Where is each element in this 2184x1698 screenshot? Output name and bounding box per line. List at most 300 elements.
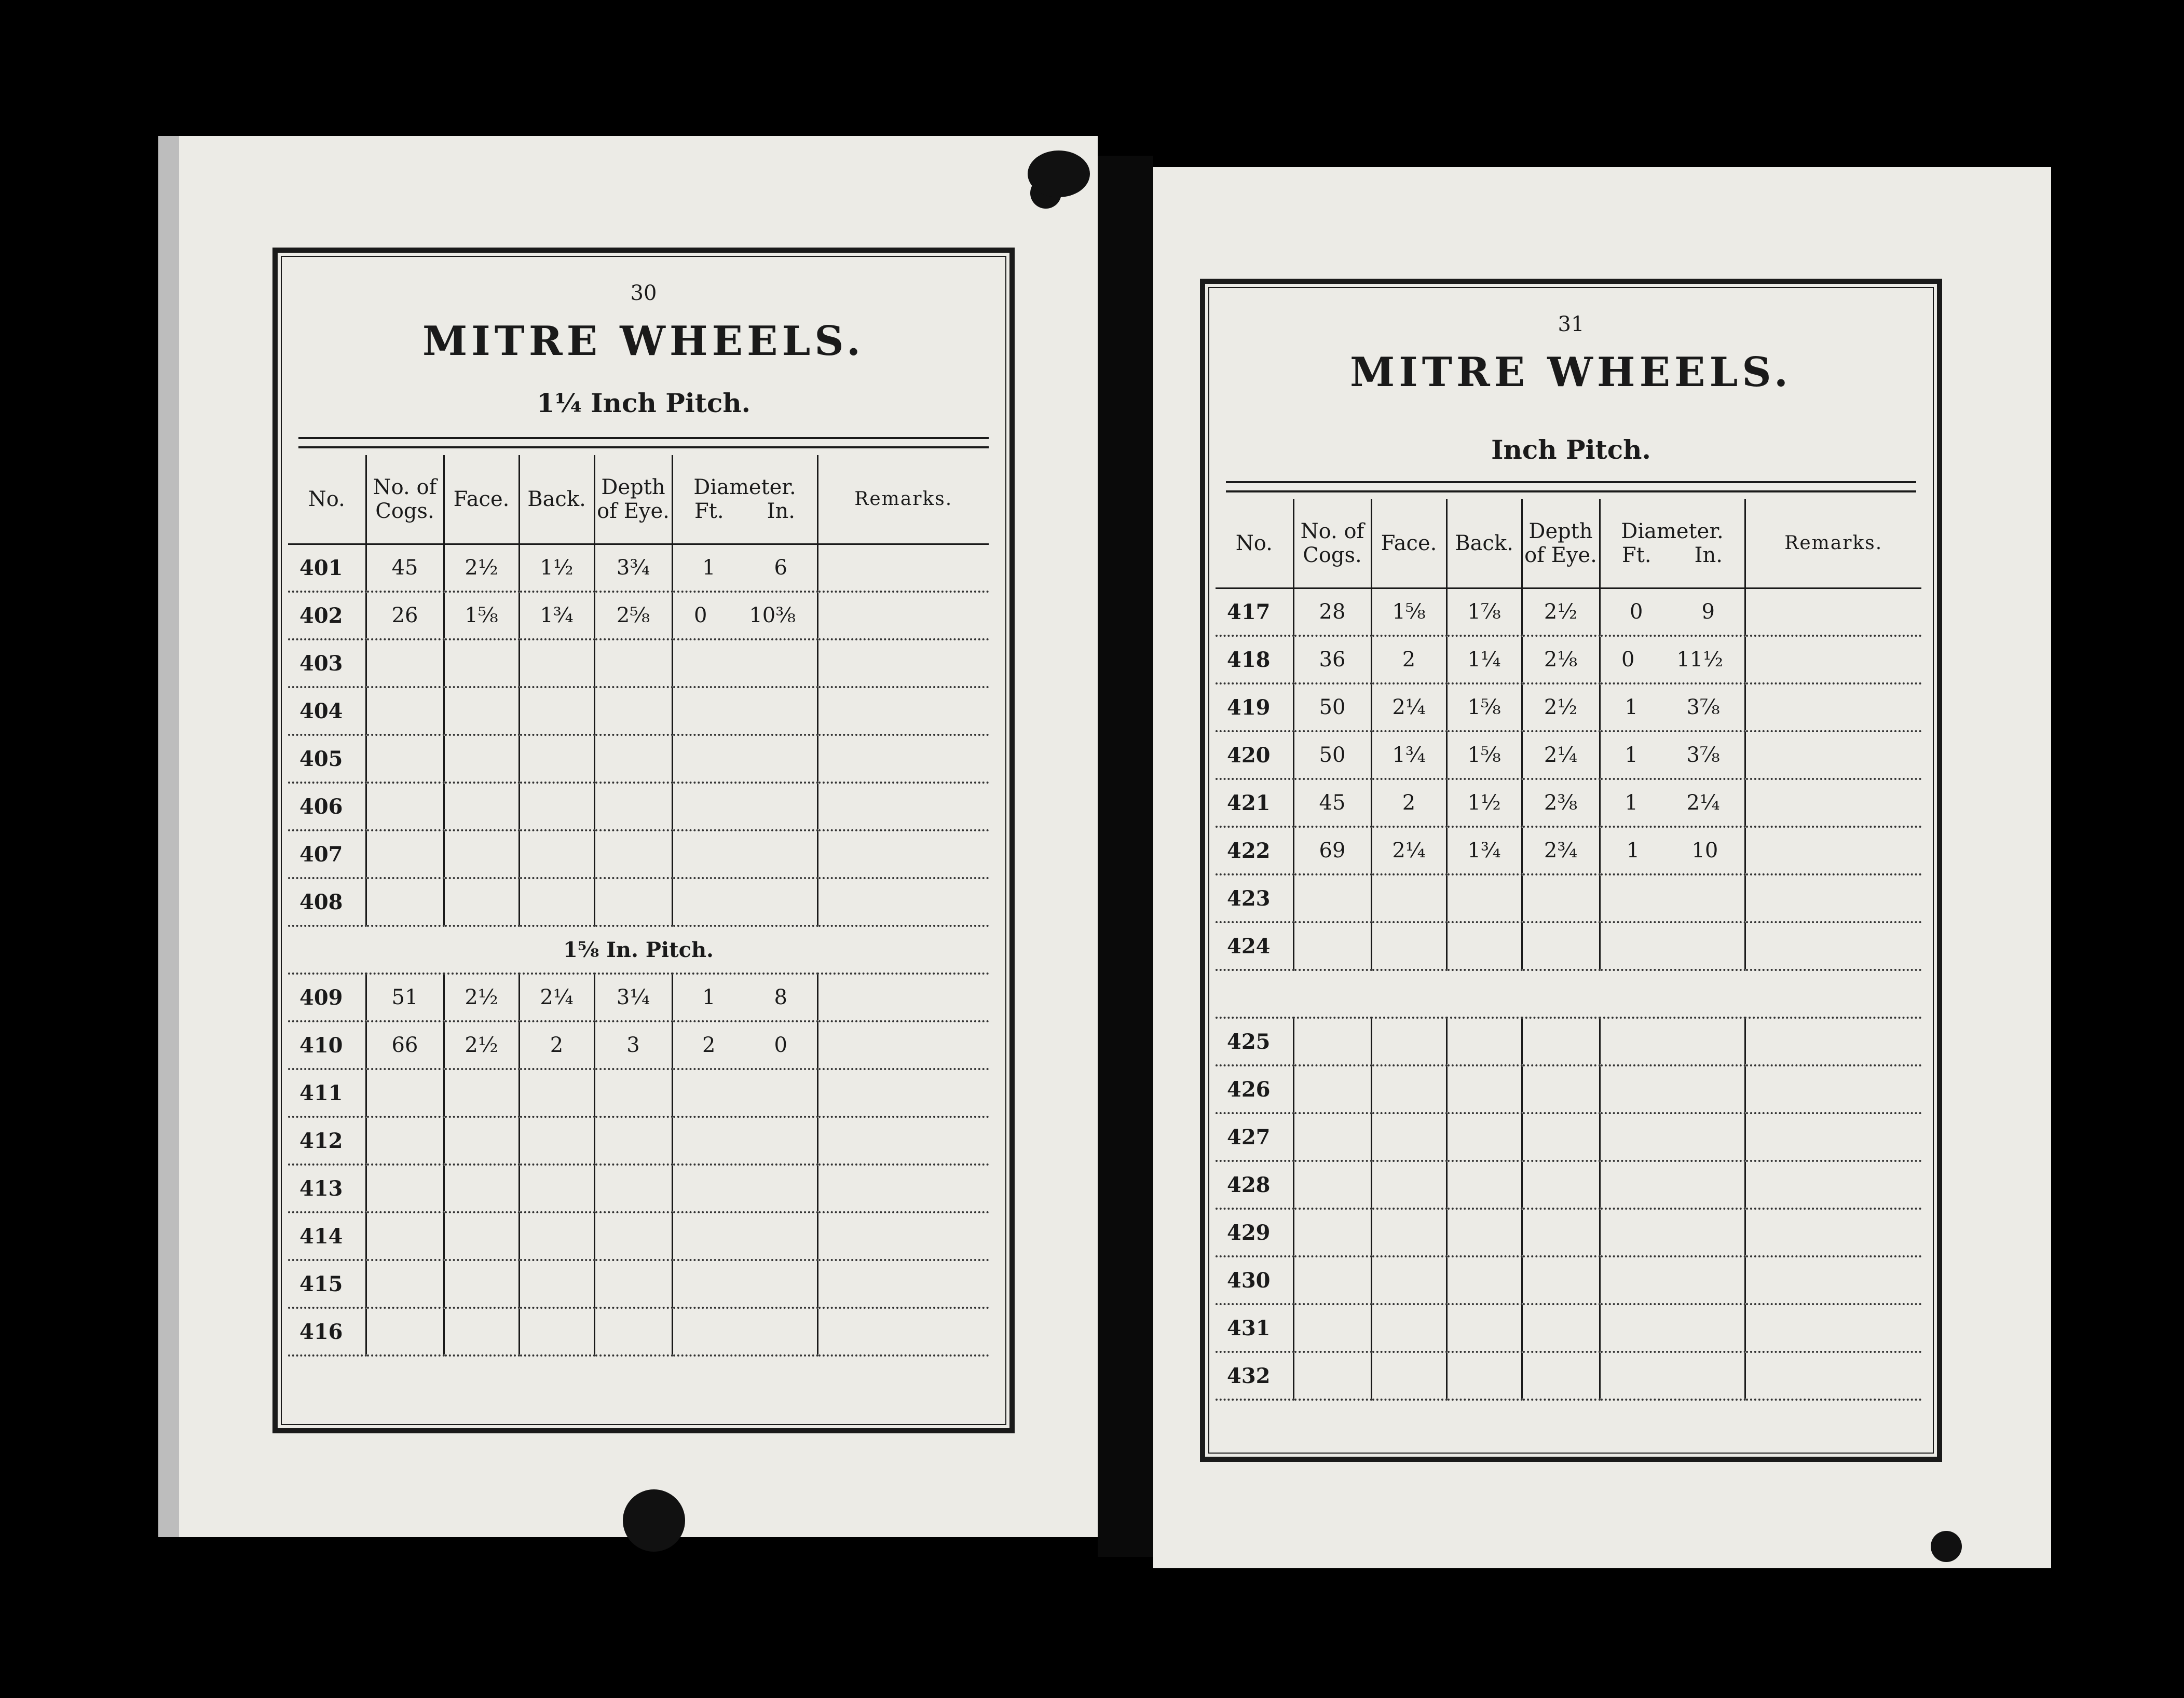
table-row xyxy=(288,1021,989,1069)
cell-diameter xyxy=(672,1021,817,1069)
cell-diameter xyxy=(672,735,817,783)
cell-depth xyxy=(1522,1256,1600,1304)
cell-depth xyxy=(594,1212,672,1260)
cell-no: 421 xyxy=(1216,779,1293,827)
cell-no: 420 xyxy=(1216,731,1293,779)
cell-back: 1⅞ xyxy=(1446,588,1522,636)
cell-remarks xyxy=(1745,588,1921,636)
cell-no: 411 xyxy=(288,1069,366,1117)
right-page-frame xyxy=(1200,279,1942,1462)
cell-remarks xyxy=(817,639,989,687)
table-row xyxy=(1216,1256,1921,1304)
cell-diameter xyxy=(672,592,817,639)
cell-back xyxy=(1446,1113,1522,1161)
cell-depth: 2⅛ xyxy=(1522,636,1600,683)
cell-cogs xyxy=(1293,1065,1371,1113)
cell-no: 413 xyxy=(288,1165,366,1212)
cell-face: 2½ xyxy=(444,544,519,592)
cell-remarks xyxy=(817,783,989,830)
cell-face xyxy=(444,639,519,687)
left-page-frame xyxy=(272,248,1015,1433)
cell-remarks xyxy=(817,544,989,592)
cell-cogs xyxy=(366,1260,444,1308)
cell-remarks xyxy=(1745,636,1921,683)
left-page xyxy=(179,136,1098,1537)
cell-no: 423 xyxy=(1216,874,1293,922)
cell-back xyxy=(1446,1304,1522,1352)
cell-depth xyxy=(594,639,672,687)
cell-face xyxy=(444,1069,519,1117)
cell-diameter xyxy=(1600,1304,1745,1352)
cell-no: 418 xyxy=(1216,636,1293,683)
cell-face xyxy=(1371,1304,1446,1352)
cell-remarks xyxy=(1745,1256,1921,1304)
cell-face xyxy=(444,1308,519,1355)
header-row xyxy=(288,455,989,544)
cell-remarks xyxy=(1745,779,1921,827)
cell-diameter xyxy=(672,1117,817,1165)
cell-depth xyxy=(594,1308,672,1355)
cell-remarks xyxy=(1745,731,1921,779)
table-row xyxy=(288,974,989,1021)
cell-no: 414 xyxy=(288,1212,366,1260)
cell-remarks xyxy=(1745,1304,1921,1352)
header-remarks: Remarks. xyxy=(1745,499,1921,588)
cell-no: 432 xyxy=(1216,1352,1293,1400)
table-row xyxy=(288,687,989,735)
cell-diameter xyxy=(672,639,817,687)
table-row xyxy=(1216,827,1921,874)
cell-diameter xyxy=(672,878,817,926)
cell-cogs xyxy=(1293,1304,1371,1352)
cell-remarks xyxy=(817,830,989,878)
cell-back: 1¾ xyxy=(519,592,594,639)
cell-face xyxy=(444,687,519,735)
table-row xyxy=(288,639,989,687)
cell-remarks xyxy=(817,878,989,926)
header-diameter-label: Diameter. xyxy=(1621,519,1724,543)
cell-diameter xyxy=(1600,874,1745,922)
table-row xyxy=(1216,922,1921,970)
cell-cogs: 50 xyxy=(1293,731,1371,779)
cell-face xyxy=(444,783,519,830)
header-diameter xyxy=(1600,499,1745,588)
cell-cogs xyxy=(1293,1113,1371,1161)
table-row xyxy=(1216,779,1921,827)
cell-no: 406 xyxy=(288,783,366,830)
table-row xyxy=(1216,636,1921,683)
table-row xyxy=(288,1260,989,1308)
cell-back: 1⅝ xyxy=(1446,731,1522,779)
cell-back xyxy=(1446,922,1522,970)
cell-face xyxy=(444,735,519,783)
cell-depth xyxy=(594,878,672,926)
pitch-subtitle: 1¼ Inch Pitch. xyxy=(536,388,751,418)
cell-no: 410 xyxy=(288,1021,366,1069)
cell-depth xyxy=(1522,1113,1600,1161)
cell-no: 407 xyxy=(288,830,366,878)
table-row xyxy=(1216,1018,1921,1065)
cell-remarks xyxy=(817,1308,989,1355)
cell-cogs xyxy=(366,1117,444,1165)
cell-back xyxy=(519,735,594,783)
mitre-wheels-table xyxy=(288,455,989,1357)
cell-face: 2½ xyxy=(444,974,519,1021)
page-number: 30 xyxy=(630,281,657,305)
cell-back xyxy=(1446,874,1522,922)
cell-no: 431 xyxy=(1216,1304,1293,1352)
cell-ft: 0 xyxy=(1621,648,1635,672)
header-diameter-label: Diameter. xyxy=(693,475,796,499)
cell-remarks xyxy=(1745,1352,1921,1400)
cell-in: 11½ xyxy=(1676,648,1724,672)
header-ft: Ft. xyxy=(1622,543,1651,567)
cell-depth xyxy=(594,783,672,830)
cell-back xyxy=(519,1212,594,1260)
cell-ft: 1 xyxy=(1626,839,1640,862)
cell-cogs: 26 xyxy=(366,592,444,639)
cell-back xyxy=(519,878,594,926)
cell-no: 424 xyxy=(1216,922,1293,970)
cell-back: 1¼ xyxy=(1446,636,1522,683)
cell-face xyxy=(444,1165,519,1212)
cell-depth xyxy=(1522,1352,1600,1400)
clip-shadow xyxy=(1931,1531,1962,1562)
cell-remarks xyxy=(1745,683,1921,731)
table-row xyxy=(1216,683,1921,731)
cell-no: 415 xyxy=(288,1260,366,1308)
table-row xyxy=(288,1308,989,1355)
cell-ft: 0 xyxy=(1630,600,1643,624)
header-face: Face. xyxy=(444,455,519,544)
header-depth: Depth of Eye. xyxy=(1522,499,1600,588)
cell-face: 2¼ xyxy=(1371,683,1446,731)
cell-depth xyxy=(594,1069,672,1117)
cell-back: 1½ xyxy=(519,544,594,592)
cell-back xyxy=(519,1308,594,1355)
cell-diameter xyxy=(1600,588,1745,636)
cell-face xyxy=(444,830,519,878)
cell-cogs xyxy=(366,687,444,735)
cell-cogs xyxy=(366,783,444,830)
cell-cogs: 51 xyxy=(366,974,444,1021)
cell-diameter xyxy=(672,544,817,592)
cell-back xyxy=(1446,1209,1522,1256)
cell-depth: 2⅝ xyxy=(594,592,672,639)
cell-face: 2 xyxy=(1371,636,1446,683)
cell-remarks xyxy=(1745,1113,1921,1161)
cell-back xyxy=(519,1260,594,1308)
cell-cogs xyxy=(1293,1256,1371,1304)
cell-depth: 3 xyxy=(594,1021,672,1069)
cell-cogs xyxy=(366,1212,444,1260)
cell-diameter xyxy=(1600,1018,1745,1065)
cell-diameter xyxy=(1600,1256,1745,1304)
header-depth: Depth of Eye. xyxy=(594,455,672,544)
table-row xyxy=(1216,731,1921,779)
cell-cogs: 36 xyxy=(1293,636,1371,683)
cell-back: 1¾ xyxy=(1446,827,1522,874)
table-row xyxy=(288,1117,989,1165)
cell-back xyxy=(519,1165,594,1212)
cell-diameter xyxy=(672,687,817,735)
cell-depth: 2½ xyxy=(1522,683,1600,731)
cell-in: 0 xyxy=(774,1033,787,1057)
cell-depth xyxy=(594,687,672,735)
cell-diameter xyxy=(672,830,817,878)
cell-depth: 3¾ xyxy=(594,544,672,592)
cell-ft: 1 xyxy=(1625,695,1638,719)
right-page xyxy=(1153,167,2051,1568)
cell-back: 1⅝ xyxy=(1446,683,1522,731)
cell-cogs xyxy=(1293,1352,1371,1400)
page-title: MITRE WHEELS. xyxy=(1349,349,1793,396)
cell-in: 10 xyxy=(1691,839,1718,862)
cell-no: 405 xyxy=(288,735,366,783)
mid-pitch-subtitle: 1⅝ In. Pitch. xyxy=(288,926,989,974)
cell-depth: 2½ xyxy=(1522,588,1600,636)
cell-remarks xyxy=(1745,874,1921,922)
cell-no: 416 xyxy=(288,1308,366,1355)
table-row xyxy=(1216,1304,1921,1352)
cell-ft: 2 xyxy=(702,1033,716,1057)
cell-remarks xyxy=(817,1069,989,1117)
header-back: Back. xyxy=(519,455,594,544)
table-row xyxy=(1216,1352,1921,1400)
header-remarks: Remarks. xyxy=(817,455,989,544)
cell-face: 1¾ xyxy=(1371,731,1446,779)
table-row xyxy=(1216,1113,1921,1161)
cell-depth xyxy=(1522,1018,1600,1065)
cell-ft: 1 xyxy=(1625,743,1638,767)
cell-ft: 1 xyxy=(702,985,716,1009)
cell-remarks xyxy=(817,1212,989,1260)
cell-in: 3⅞ xyxy=(1686,695,1720,719)
cell-no: 403 xyxy=(288,639,366,687)
cell-remarks xyxy=(817,1117,989,1165)
header-back: Back. xyxy=(1446,499,1522,588)
table-row xyxy=(1216,588,1921,636)
cell-diameter xyxy=(1600,636,1745,683)
cell-face: 2¼ xyxy=(1371,827,1446,874)
cell-in: 9 xyxy=(1701,600,1715,624)
cell-depth xyxy=(594,1165,672,1212)
header-ft: Ft. xyxy=(694,499,724,523)
cell-in: 10⅜ xyxy=(749,604,796,627)
cell-remarks xyxy=(1745,1161,1921,1209)
cell-in: 3⅞ xyxy=(1686,743,1720,767)
cell-depth xyxy=(1522,922,1600,970)
double-rule xyxy=(298,437,989,448)
cell-no: 428 xyxy=(1216,1161,1293,1209)
cell-face: 1⅝ xyxy=(1371,588,1446,636)
table-row xyxy=(1216,1065,1921,1113)
cell-face: 1⅝ xyxy=(444,592,519,639)
cell-back xyxy=(519,1117,594,1165)
cell-back xyxy=(1446,1256,1522,1304)
cell-face xyxy=(1371,1352,1446,1400)
header-in: In. xyxy=(1694,543,1723,567)
cell-depth xyxy=(594,830,672,878)
cell-in: 8 xyxy=(774,985,787,1009)
double-rule xyxy=(1226,481,1916,492)
table-row xyxy=(288,735,989,783)
cell-diameter xyxy=(672,1260,817,1308)
cell-cogs xyxy=(366,639,444,687)
cell-remarks xyxy=(817,1021,989,1069)
cell-face xyxy=(1371,1018,1446,1065)
cell-in: 6 xyxy=(774,556,787,580)
table-row xyxy=(288,544,989,592)
cell-face xyxy=(444,1260,519,1308)
cell-depth: 2¼ xyxy=(1522,731,1600,779)
cell-no: 401 xyxy=(288,544,366,592)
cell-no: 430 xyxy=(1216,1256,1293,1304)
cell-back xyxy=(1446,1065,1522,1113)
cell-back: 2¼ xyxy=(519,974,594,1021)
cell-back xyxy=(1446,1161,1522,1209)
cell-diameter xyxy=(672,1069,817,1117)
cell-back xyxy=(519,687,594,735)
cell-ft: 1 xyxy=(702,556,716,580)
cell-ft: 1 xyxy=(1625,791,1638,815)
cell-face: 2½ xyxy=(444,1021,519,1069)
cell-back xyxy=(519,830,594,878)
cell-back xyxy=(1446,1018,1522,1065)
cell-no: 417 xyxy=(1216,588,1293,636)
cell-remarks xyxy=(1745,1018,1921,1065)
table-row xyxy=(288,592,989,639)
cell-depth xyxy=(594,735,672,783)
cell-diameter xyxy=(1600,779,1745,827)
cell-diameter xyxy=(672,1165,817,1212)
header-face: Face. xyxy=(1371,499,1446,588)
cell-no: 425 xyxy=(1216,1018,1293,1065)
clip-shadow xyxy=(1028,150,1090,197)
cell-depth xyxy=(1522,1161,1600,1209)
cell-face xyxy=(1371,1209,1446,1256)
cell-in: 2¼ xyxy=(1686,791,1720,815)
cell-remarks xyxy=(817,687,989,735)
cell-depth: 3¼ xyxy=(594,974,672,1021)
cell-cogs xyxy=(1293,874,1371,922)
cell-cogs: 66 xyxy=(366,1021,444,1069)
cell-cogs: 45 xyxy=(366,544,444,592)
cell-diameter xyxy=(1600,1209,1745,1256)
cell-depth xyxy=(594,1117,672,1165)
cell-no: 427 xyxy=(1216,1113,1293,1161)
cell-cogs xyxy=(1293,1209,1371,1256)
cell-diameter xyxy=(1600,683,1745,731)
cell-remarks xyxy=(817,974,989,1021)
cell-cogs xyxy=(366,1308,444,1355)
pitch-subtitle: Inch Pitch. xyxy=(1491,434,1651,465)
table-row xyxy=(1216,1161,1921,1209)
cell-depth: 2⅜ xyxy=(1522,779,1600,827)
cell-depth xyxy=(594,1260,672,1308)
page-title: MITRE WHEELS. xyxy=(422,318,865,365)
header-no: No. xyxy=(1216,499,1293,588)
cell-no: 412 xyxy=(288,1117,366,1165)
page-number: 31 xyxy=(1558,312,1585,336)
cell-back xyxy=(519,783,594,830)
header-no: No. xyxy=(288,455,366,544)
cell-remarks xyxy=(1745,1065,1921,1113)
table-row xyxy=(1216,1209,1921,1256)
cell-diameter xyxy=(1600,1113,1745,1161)
cell-cogs: 28 xyxy=(1293,588,1371,636)
cell-diameter xyxy=(672,1212,817,1260)
cell-back: 1½ xyxy=(1446,779,1522,827)
mitre-wheels-table xyxy=(1216,499,1921,1401)
header-diameter xyxy=(672,455,817,544)
table-row xyxy=(288,878,989,926)
cell-depth xyxy=(1522,1209,1600,1256)
cell-cogs xyxy=(366,878,444,926)
cell-diameter xyxy=(1600,1352,1745,1400)
cell-cogs: 50 xyxy=(1293,683,1371,731)
cell-cogs xyxy=(366,735,444,783)
cell-face xyxy=(1371,1065,1446,1113)
cell-no: 408 xyxy=(288,878,366,926)
cell-face xyxy=(444,1212,519,1260)
cell-cogs xyxy=(1293,922,1371,970)
cell-depth xyxy=(1522,1065,1600,1113)
cell-remarks xyxy=(1745,922,1921,970)
book-gutter xyxy=(1098,156,1153,1557)
cell-diameter xyxy=(1600,827,1745,874)
cell-no: 429 xyxy=(1216,1209,1293,1256)
cell-diameter xyxy=(672,974,817,1021)
cell-cogs xyxy=(1293,1161,1371,1209)
cell-remarks xyxy=(817,1260,989,1308)
table-row xyxy=(288,830,989,878)
cell-no: 404 xyxy=(288,687,366,735)
table-row xyxy=(288,1069,989,1117)
cell-cogs xyxy=(366,1165,444,1212)
cell-remarks xyxy=(1745,1209,1921,1256)
table-row xyxy=(288,783,989,830)
cell-remarks xyxy=(1745,827,1921,874)
header-cogs: No. of Cogs. xyxy=(366,455,444,544)
cell-remarks xyxy=(817,735,989,783)
cell-remarks xyxy=(817,592,989,639)
cell-cogs xyxy=(366,830,444,878)
cell-face xyxy=(1371,874,1446,922)
clip-shadow xyxy=(623,1489,685,1552)
cell-remarks xyxy=(817,1165,989,1212)
cell-face xyxy=(1371,1113,1446,1161)
cell-face: 2 xyxy=(1371,779,1446,827)
header-in: In. xyxy=(767,499,795,523)
header-row xyxy=(1216,499,1921,588)
cell-cogs: 69 xyxy=(1293,827,1371,874)
header-cogs: No. of Cogs. xyxy=(1293,499,1371,588)
section-gap xyxy=(1216,970,1921,1018)
cell-diameter xyxy=(672,783,817,830)
cell-face xyxy=(444,878,519,926)
cell-depth xyxy=(1522,1304,1600,1352)
cell-cogs xyxy=(1293,1018,1371,1065)
cell-diameter xyxy=(1600,1065,1745,1113)
cell-cogs: 45 xyxy=(1293,779,1371,827)
cell-diameter xyxy=(1600,922,1745,970)
cell-no: 419 xyxy=(1216,683,1293,731)
cell-ft: 0 xyxy=(693,604,707,627)
cell-back xyxy=(1446,1352,1522,1400)
cell-no: 409 xyxy=(288,974,366,1021)
cell-no: 402 xyxy=(288,592,366,639)
